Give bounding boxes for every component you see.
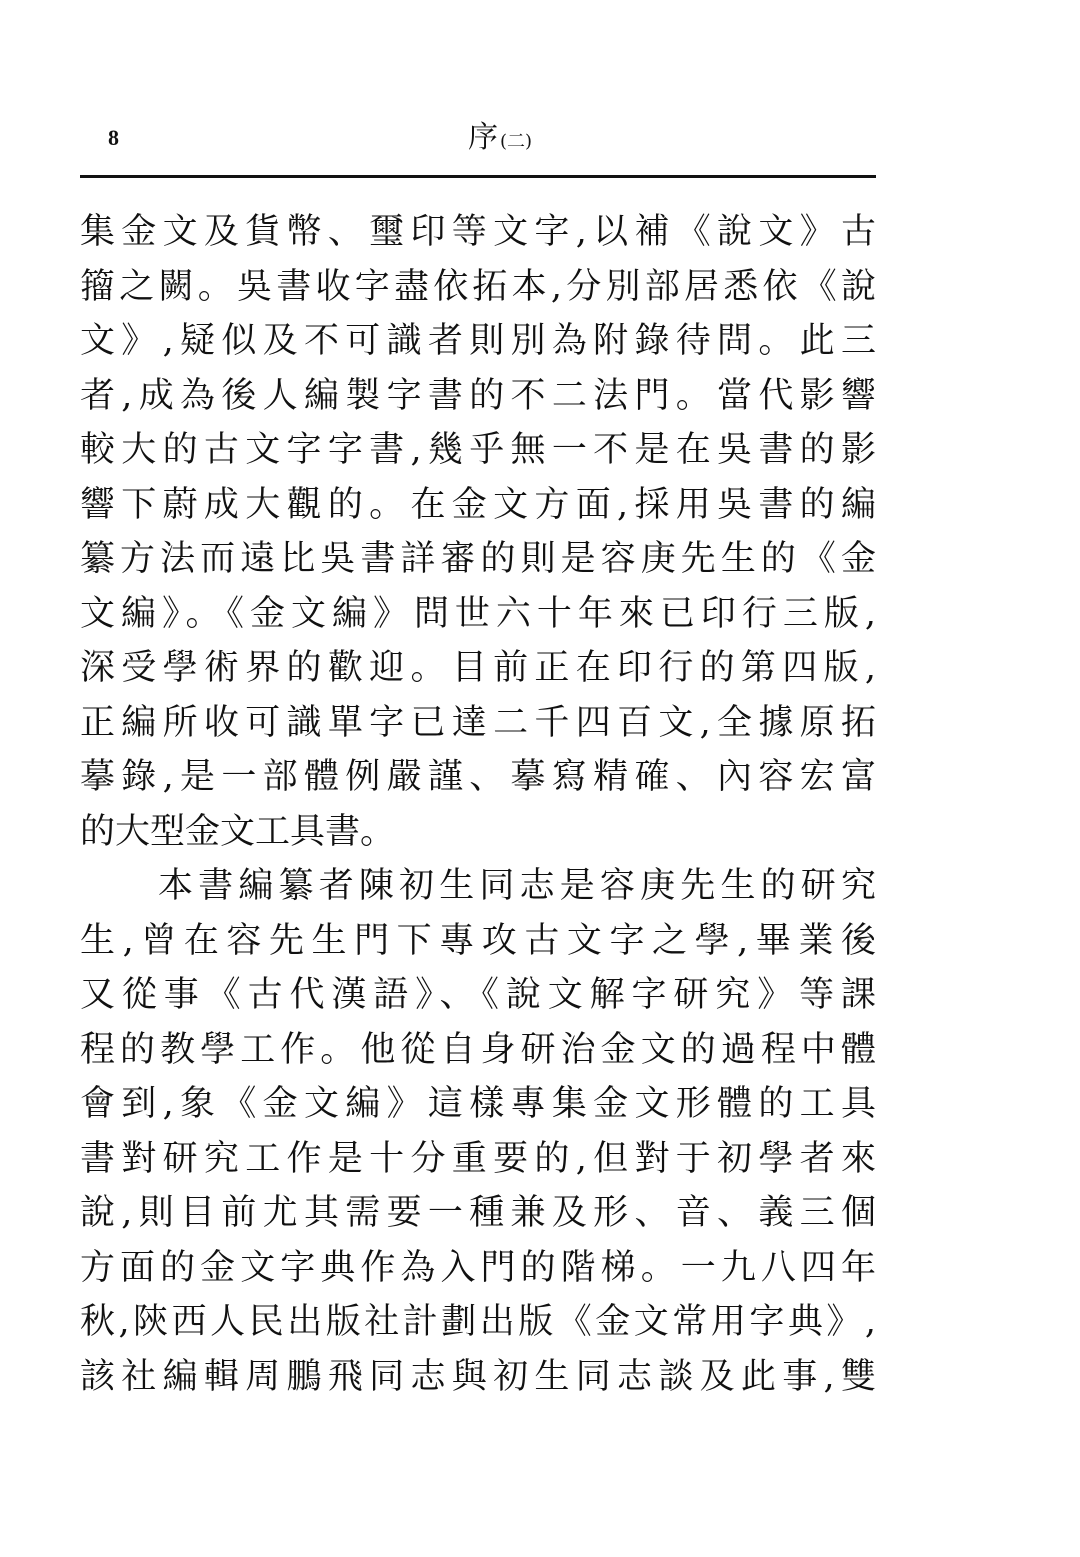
text-line: 深受學術界的歡迎。目前正在印行的第四版, bbox=[80, 648, 876, 688]
text-line: 本書編纂者陳初生同志是容庚先生的研究 bbox=[158, 866, 876, 906]
text-line: 集金文及貨幣、璽印等文字,以補《說文》古 bbox=[80, 212, 876, 252]
running-title bbox=[0, 120, 1000, 160]
text-line: 程的教學工作。他從自身研治金文的過程中體 bbox=[80, 1029, 876, 1070]
text-line: 說,則目前尤其需要一種兼及形、音、義三個 bbox=[80, 1193, 876, 1233]
text-line: 該社編輯周鵬飛同志與初生同志談及此事,雙 bbox=[80, 1356, 876, 1397]
text-line: 又從事《古代漢語》、《說文解字研究》等課 bbox=[80, 975, 876, 1015]
body-text bbox=[80, 205, 876, 1404]
text-line: 正編所收可識單字已達二千四百文,全據原拓 bbox=[80, 702, 876, 743]
page-number: 8 bbox=[108, 125, 119, 150]
text-line: 纂方法而遠比吳書詳審的則是容庚先生的《金 bbox=[80, 539, 876, 579]
running-title-text: 序 bbox=[467, 120, 498, 155]
text-line: 文編》。《金文編》問世六十年來已印行三版, bbox=[80, 593, 876, 634]
text-line: 籀之闕。吳書收字盡依拓本,分別部居悉依《說 bbox=[80, 266, 876, 307]
text-line: 響下蔚成大觀的。在金文方面,採用吳書的編 bbox=[80, 484, 876, 525]
text-line: 文》,疑似及不可識者則別為附錄待問。此三 bbox=[80, 321, 876, 361]
text-line: 生,曾在容先生門下專攻古文字之學,畢業後 bbox=[80, 920, 876, 961]
text-line: 方面的金文字典作為入門的階梯。一九八四年 bbox=[80, 1247, 876, 1288]
text-line: 較大的古文字字書,幾乎無一不是在吳書的影 bbox=[80, 430, 876, 470]
text-line: 的大型金文工具書。 bbox=[80, 811, 396, 852]
running-title-suffix: (二) bbox=[499, 131, 533, 152]
text-line: 秋,陝西人民出版社計劃出版《金文常用字典》, bbox=[80, 1302, 876, 1342]
text-line: 摹錄,是一部體例嚴謹、摹寫精確、內容宏富 bbox=[80, 757, 876, 797]
text-line: 會到,象《金文編》這樣專集金文形體的工具 bbox=[80, 1084, 876, 1124]
header-rule bbox=[80, 175, 876, 178]
text-line: 者,成為後人編製字書的不二法門。當代影響 bbox=[80, 375, 876, 416]
text-line: 書對研究工作是十分重要的,但對于初學者來 bbox=[80, 1138, 876, 1179]
